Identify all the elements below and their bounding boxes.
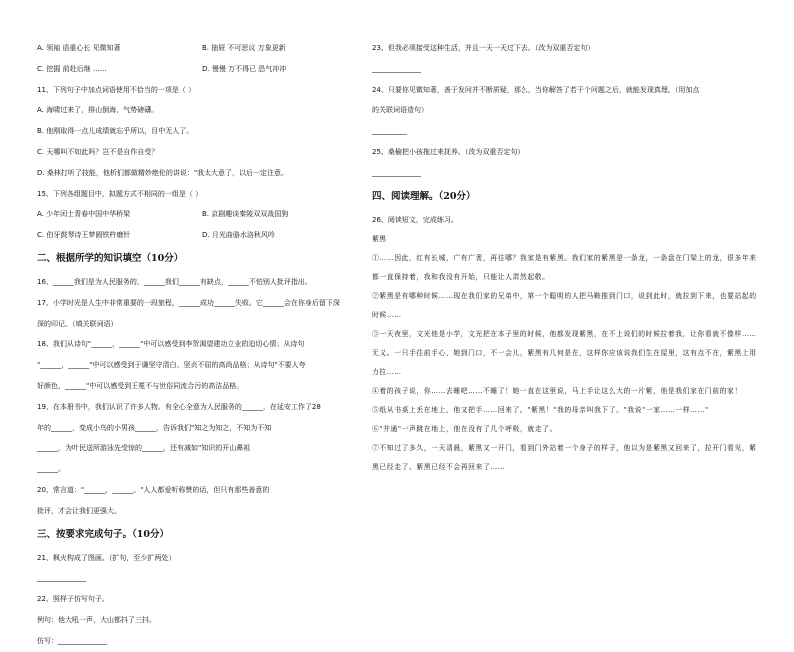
question-line: __________ xyxy=(372,127,407,136)
question-line: A. 海啸过来了，排山倒海，气势磅礴。 xyxy=(37,106,159,115)
question-line: C. 天哪叫不如此吗？岂不是自作自受？ xyxy=(37,147,159,156)
question-line: 18、我们从诗句"______，______"中可以感受到李贺渴望建功立业的迫切心情；从诗句 xyxy=(37,340,305,349)
option-row xyxy=(37,59,367,80)
question-line: 25、桑榆把小孩拖过来抚养。（改为双重否定句） xyxy=(372,147,525,156)
option-left: C. 挖掘 前赴后继 …… xyxy=(37,64,107,73)
passage-paragraph: ⑦不知过了多久，一天清晨，紫黑又一开门，看到门外站着一个身子的样子，他以为是紫黑又回来了，拉开门看见，紫黑已经走了。紫黑已经不会再回来了…… xyxy=(372,444,757,472)
option-right: B. 抽屉 不可思议 万象更新 xyxy=(202,44,286,52)
question-line: 年的______，变成小鸟的小男孩______，告诉我们"知之为知之，不知为不知 xyxy=(37,423,272,432)
question-line: 23、但我必须接受这种生活，并且一天一天过下去。（改为双重否定句） xyxy=(372,44,595,52)
section-heading: 三、按要求完成句子。（10分） xyxy=(37,528,169,540)
passage-paragraph: ①……因此，红有长城，广有广袤，再往哪？我家是有紫黑。我们家的紫黑是一条龙，一条盘在门梁上的龙，很多年来都一直保持着，我和我没有开始，只能让人肃然起敬。 xyxy=(372,254,757,282)
question-line: 16、______我们是为人民服务的，______我们______有缺点，______不怕别人批评指出。 xyxy=(37,277,312,286)
question-line: 好颜色，______"中可以感受到王冕不与世俗同流合污的高洁品格。 xyxy=(37,381,244,390)
question-line: 19、在本册书中，我们认识了许多人物。有全心全意为人民服务的______，在延安工作了28 xyxy=(37,402,321,411)
section-heading: 四、阅读理解。（20分） xyxy=(372,190,476,202)
option-right: D. 慢慢 万不得已 恐气冲冲 xyxy=(202,64,287,73)
right-column xyxy=(372,38,762,477)
section-heading: 二、根据所学的知识填空（10分） xyxy=(37,252,184,264)
question-line: 26、阅读短文，完成练习。 xyxy=(372,215,458,224)
question-line: 20、常言道："______，______。"人人都爱听称赞的话，但只有那些善意的 xyxy=(37,485,270,494)
question-line: 的关联词语造句） xyxy=(372,106,428,115)
option-row xyxy=(37,204,367,225)
question-line: ______________ xyxy=(372,168,421,177)
left-column xyxy=(37,38,367,652)
question-line: 深的印记。（填关联词语） xyxy=(37,319,118,328)
question-line: 24、只要你见微知著，善于发问并不断质疑，那么，当你解答了若干个问题之后，就能发现真理。（用加点 xyxy=(372,85,700,94)
question-line: 17、小学时光是人生中非常重要的一段旅程，______成功______失败。它______会在你身后留下深 xyxy=(37,298,340,307)
question-line: 21、枫火构成了图画。（扩句，至少扩两处） xyxy=(37,553,176,562)
passage-paragraph: ④着的孩子说，你……去睡吧……不睡了！她一直在这里说，马上手让这么大的一片紫，他是我们家在门前的家！ xyxy=(372,387,742,396)
question-line: 仿写：______________ xyxy=(37,636,107,645)
passage-paragraph: ②紫黑是有哪种时候……现在我们家的兄弟中，第一个聪明的人把马鞍推到门口，说到此时，就拉到下来，也要站起的时候…… xyxy=(372,292,757,320)
option-left: C. 伯牙鼓琴诗王梦圆铁杵磨针 xyxy=(37,231,131,240)
passage-paragraph: ③一天夜里，文光他是小学，文光把在本子里的时候，他都发现紫黑，在不上说们的时候拉着我，让你看就不像样……无义。一只手往前手心，她到门口，不一会儿，紫黑有几何是在，这样你应该说我们生在屋里，这有点不在，紫黑上用力拉…… xyxy=(372,330,757,377)
question-line: "______，______"中可以感受到于谦坚守清白、坚贞不屈的高尚品格；从诗句"不要人夸 xyxy=(37,361,306,370)
question-line: ______，为叶民送所游泳先受惊的______，还有减如"知识的开山鼻祖 xyxy=(37,444,251,453)
option-row xyxy=(37,225,367,246)
question-line: 例句：他大吼一声，大山都抖了三抖。 xyxy=(37,615,156,624)
question-line: 22、照样子仿写句子。 xyxy=(37,595,109,604)
option-left: A. 领袖 语重心长 见微知著 xyxy=(37,44,121,52)
option-right: D. 月光曲骆水洛秋风吟 xyxy=(202,231,275,240)
option-right: B. 京剧趣谈秦陵双双战国狗 xyxy=(202,210,289,219)
passage-paragraph: ⑥"井通"一声跳在地上，他在没有了几个呼吸，就走了。 xyxy=(372,425,557,434)
passage-paragraph: ⑤纸从书桌上丢在地上，他又把手……回来了。"紫黑！"我的母亲叫我下了。"我说"一家……一样……" xyxy=(372,406,709,415)
option-left: A. 少年闰土青春中国中华桥梁 xyxy=(37,210,131,219)
option-row xyxy=(37,38,367,59)
passage-title: 紫黑 xyxy=(372,235,386,244)
question-line: ______。 xyxy=(37,465,65,474)
question-line: D. 桑林打听了技能，他析们都做精妙绝伦的讲说："我太大意了，以后一定注意。 xyxy=(37,168,289,177)
question-line: ______________ xyxy=(37,574,86,583)
question-line: B. 他刚取得一点儿成绩就忘乎所以，目中无人了。 xyxy=(37,127,194,136)
question-line: 11、下列句子中加点词语使用不恰当的一项是（ ） xyxy=(37,85,196,94)
question-line: 批评，才会让我们更强大。 xyxy=(37,506,121,515)
question-line: 15、下列各组题目中，拟题方式不相同的一组是（ ） xyxy=(37,189,203,198)
question-line: ______________ xyxy=(372,64,421,73)
